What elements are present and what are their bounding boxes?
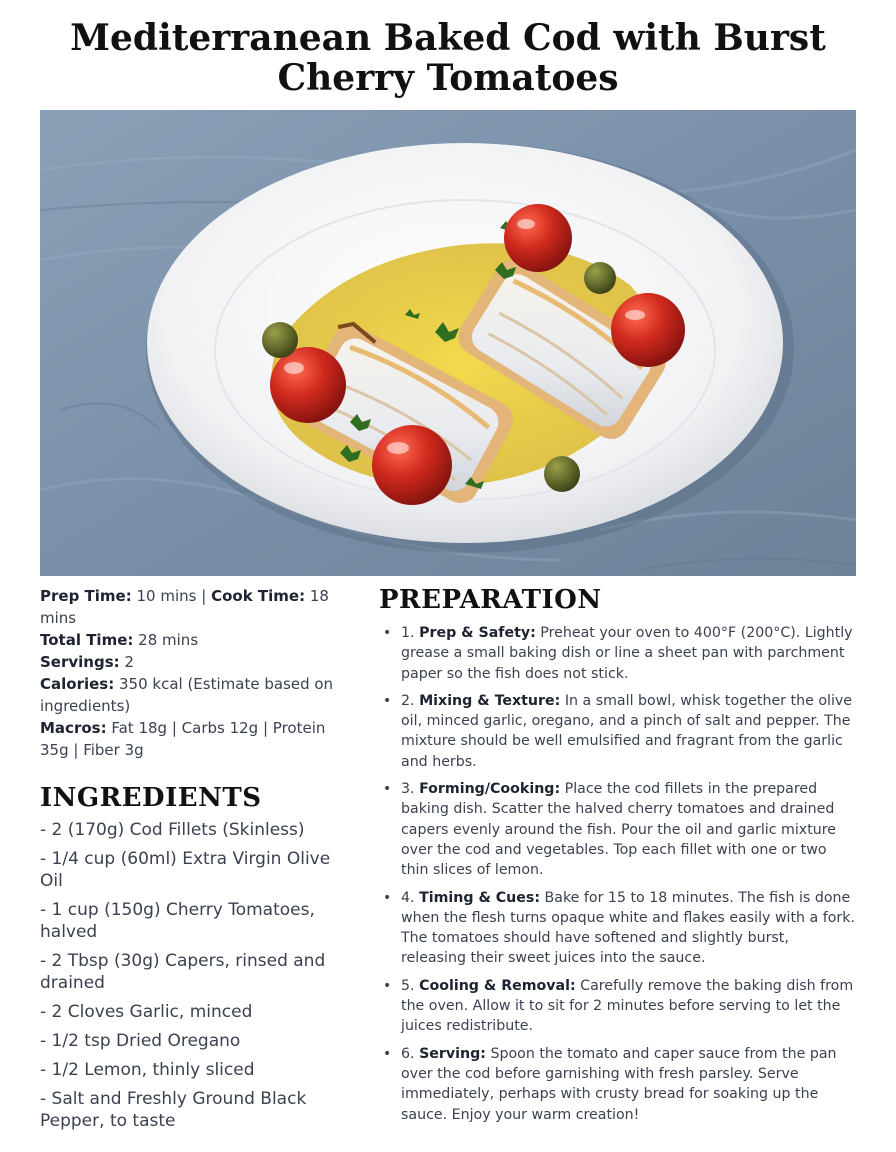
bullet-icon: • <box>383 889 392 906</box>
step-label: Cooling & Removal: <box>419 977 576 994</box>
macros-value: Fat 18g | Carbs 12g | Protein 35g | Fiber 3g <box>40 719 326 759</box>
step-label: Timing & Cues: <box>419 889 541 906</box>
total-time-label: Total Time: <box>40 631 134 649</box>
ingredient-item: - 2 (170g) Cod Fillets (Skinless) <box>40 820 305 840</box>
servings-label: Servings: <box>40 653 120 671</box>
calories-label: Calories: <box>40 675 115 693</box>
ingredient-item: - 2 Cloves Garlic, minced <box>40 1002 253 1022</box>
ingredient-item: - 1 cup (150g) Cherry Tomatoes, halved <box>40 900 315 942</box>
step-label: Prep & Safety: <box>419 625 536 641</box>
recipe-title: Mediterranean Baked Cod with Burst Cherry Tomatoes <box>70 17 826 99</box>
bullet-icon: • <box>383 692 392 709</box>
step-text: In a small bowl, whisk together the olive oil, minced garlic, oregano, and a pinch of salt and pepper. The mixture should be well emulsified and fragrant from the garlic and herbs. <box>401 692 853 770</box>
prep-time-value: 10 mins <box>136 587 197 605</box>
ingredient-item: - 2 Tbsp (30g) Capers, rinsed and drained <box>40 951 326 993</box>
step-text: Bake for 15 to 18 minutes. The fish is done when the flesh turns opaque white and flakes easily with a fork. The tomatoes should have softened and slightly burst, releasing their sweet juices into the sauce. <box>401 889 855 967</box>
servings-value: 2 <box>124 653 134 671</box>
bullet-icon: • <box>383 781 392 798</box>
ingredient-item: - 1/2 tsp Dried Oregano <box>40 1031 241 1051</box>
step-item <box>379 1044 856 1125</box>
step-label: Forming/Cooking: <box>419 781 561 798</box>
recipe-summary <box>40 585 358 1139</box>
servings-line <box>40 651 358 673</box>
total-time-value: 28 mins <box>138 631 199 649</box>
recipe-photo <box>40 110 856 576</box>
step-number: 3. <box>401 781 415 798</box>
ingredient-item: - 1/2 Lemon, thinly sliced <box>40 1060 255 1080</box>
step-text: Place the cod fillets in the prepared baking dish. Scatter the halved cherry tomatoes and drained capers evenly around the fish. Pour the oil and garlic mixture over the cod and vegetables. Top each fillet with one or two thin slices of lemon. <box>401 781 837 879</box>
step-text: Carefully remove the baking dish from the oven. Allow it to sit for 2 minutes before serving to let the juices redistribute. <box>401 977 854 1035</box>
preparation-section <box>379 585 856 1132</box>
calories-value: 350 kcal (Estimate based on ingredients) <box>40 675 334 715</box>
ingredients-list <box>40 819 358 1132</box>
step-item <box>379 888 856 969</box>
bullet-icon: • <box>383 625 392 641</box>
ingredients-heading: INGREDIENTS <box>40 783 262 813</box>
step-text: Spoon the tomato and caper sauce from the pan over the cod before garnishing with fresh parsley. Serve immediately, perhaps with crusty bread for soaking up the sauce. Enjoy your warm creation! <box>401 1045 837 1123</box>
preparation-heading: PREPARATION <box>379 585 602 615</box>
calories-line <box>40 673 358 717</box>
step-label: Mixing & Texture: <box>419 692 561 709</box>
time-line <box>40 585 358 629</box>
bullet-icon: • <box>383 1045 392 1062</box>
ingredient-item: - Salt and Freshly Ground Black Pepper, to taste <box>40 1089 307 1131</box>
prep-time-label: Prep Time: <box>40 587 132 605</box>
step-text: Preheat your oven to 400°F (200°C). Lightly grease a small baking dish or line a sheet pan with parchment paper so the fish does not stick. <box>401 625 853 682</box>
total-time-line <box>40 629 358 651</box>
step-number: 2. <box>401 692 415 709</box>
cook-time-label: Cook Time: <box>211 587 306 605</box>
step-item <box>379 976 856 1037</box>
step-label: Serving: <box>419 1045 486 1062</box>
macros-label: Macros: <box>40 719 107 737</box>
step-item <box>379 691 856 772</box>
step-item <box>379 623 856 684</box>
step-number: 5. <box>401 977 415 994</box>
macros-line <box>40 717 358 761</box>
step-number: 6. <box>401 1045 415 1062</box>
bullet-icon: • <box>383 977 392 994</box>
recipe-meta <box>40 585 358 761</box>
ingredient-item: - 1/4 cup (60ml) Extra Virgin Olive Oil <box>40 849 331 891</box>
cook-time-value: 18 mins <box>40 587 329 627</box>
step-number: 4. <box>401 889 415 906</box>
step-item <box>379 779 856 880</box>
preparation-steps <box>379 623 856 1125</box>
step-number: 1. <box>401 625 415 641</box>
time-separator: | <box>201 587 207 605</box>
